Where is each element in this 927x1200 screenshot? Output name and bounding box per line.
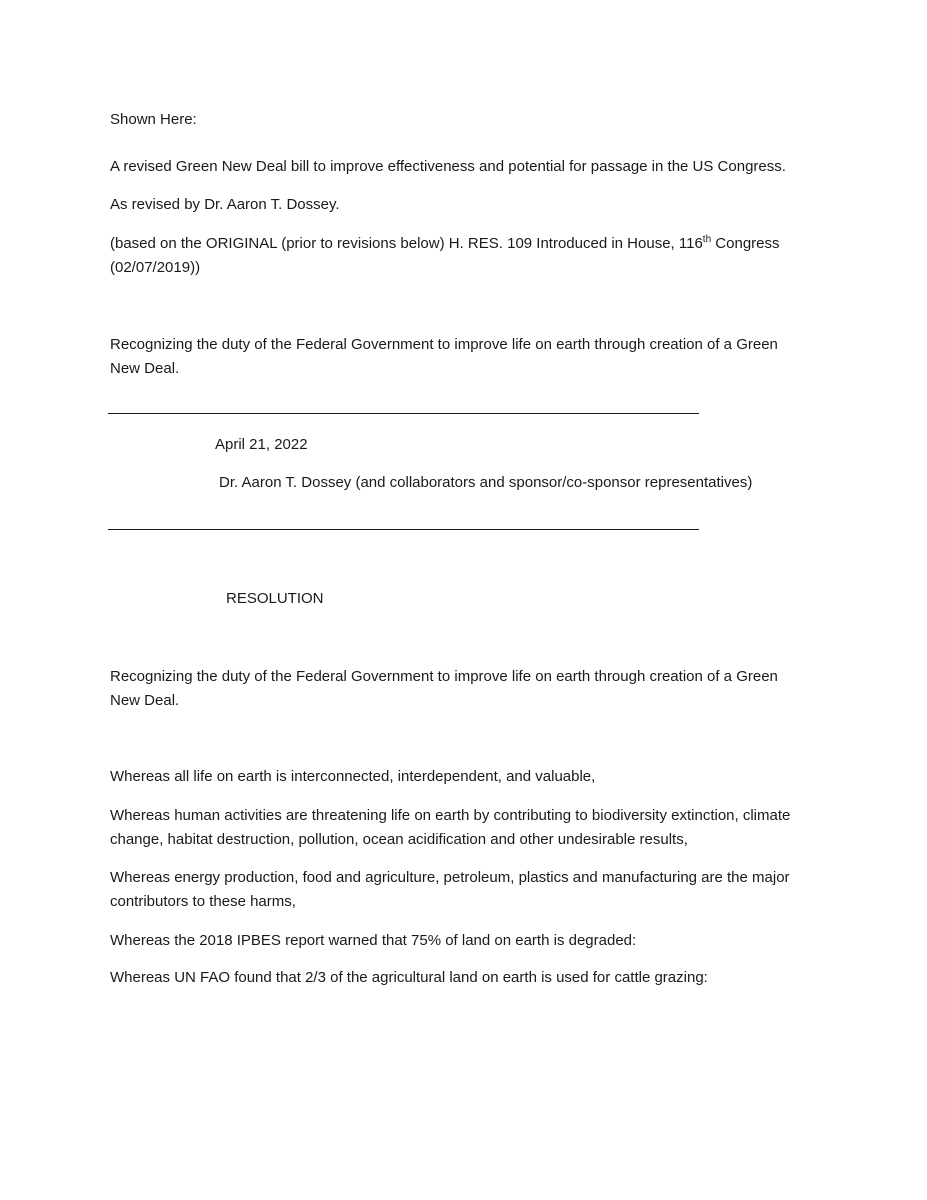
whereas-clause: Whereas human activities are threatening life on earth by contributing to biodiversity extinction, climate change, habitat destruction, pollution, ocean acidification and other undesirable results,	[110, 807, 791, 848]
based-on-prefix: (based on the ORIGINAL (prior to revisions below) H. RES. 109 Introduced in House, 116	[110, 235, 703, 252]
resolution-statement: Recognizing the duty of the Federal Government to improve life on earth through creation of a Green New Deal.	[110, 668, 778, 709]
author-line: Dr. Aaron T. Dossey (and collaborators and sponsor/co-sponsor representatives)	[219, 474, 753, 491]
based-on-superscript: th	[702, 234, 712, 245]
based-on-paragraph	[110, 232, 790, 280]
shown-here-label: Shown Here:	[110, 111, 197, 128]
resolution-heading: RESOLUTION	[226, 590, 324, 607]
whereas-clause: Whereas energy production, food and agriculture, petroleum, plastics and manufacturing are the major contributors to these harms,	[110, 869, 790, 910]
title-statement: Recognizing the duty of the Federal Government to improve life on earth through creation of a Green New Deal.	[110, 336, 778, 377]
whereas-clause: Whereas the 2018 IPBES report warned that 75% of land on earth is degraded:	[110, 932, 637, 949]
date-line: April 21, 2022	[215, 436, 308, 453]
revised-by-line: As revised by Dr. Aaron T. Dossey.	[110, 196, 340, 213]
whereas-clause: Whereas all life on earth is interconnected, interdependent, and valuable,	[110, 768, 596, 785]
intro-paragraph: A revised Green New Deal bill to improve effectiveness and potential for passage in the US Congress.	[110, 158, 786, 175]
divider-bottom	[108, 529, 699, 530]
divider-top	[108, 413, 699, 414]
whereas-clause: Whereas UN FAO found that 2/3 of the agricultural land on earth is used for cattle grazing:	[110, 969, 708, 986]
based-on-suffix: Congress (02/07/2019))	[110, 235, 780, 276]
